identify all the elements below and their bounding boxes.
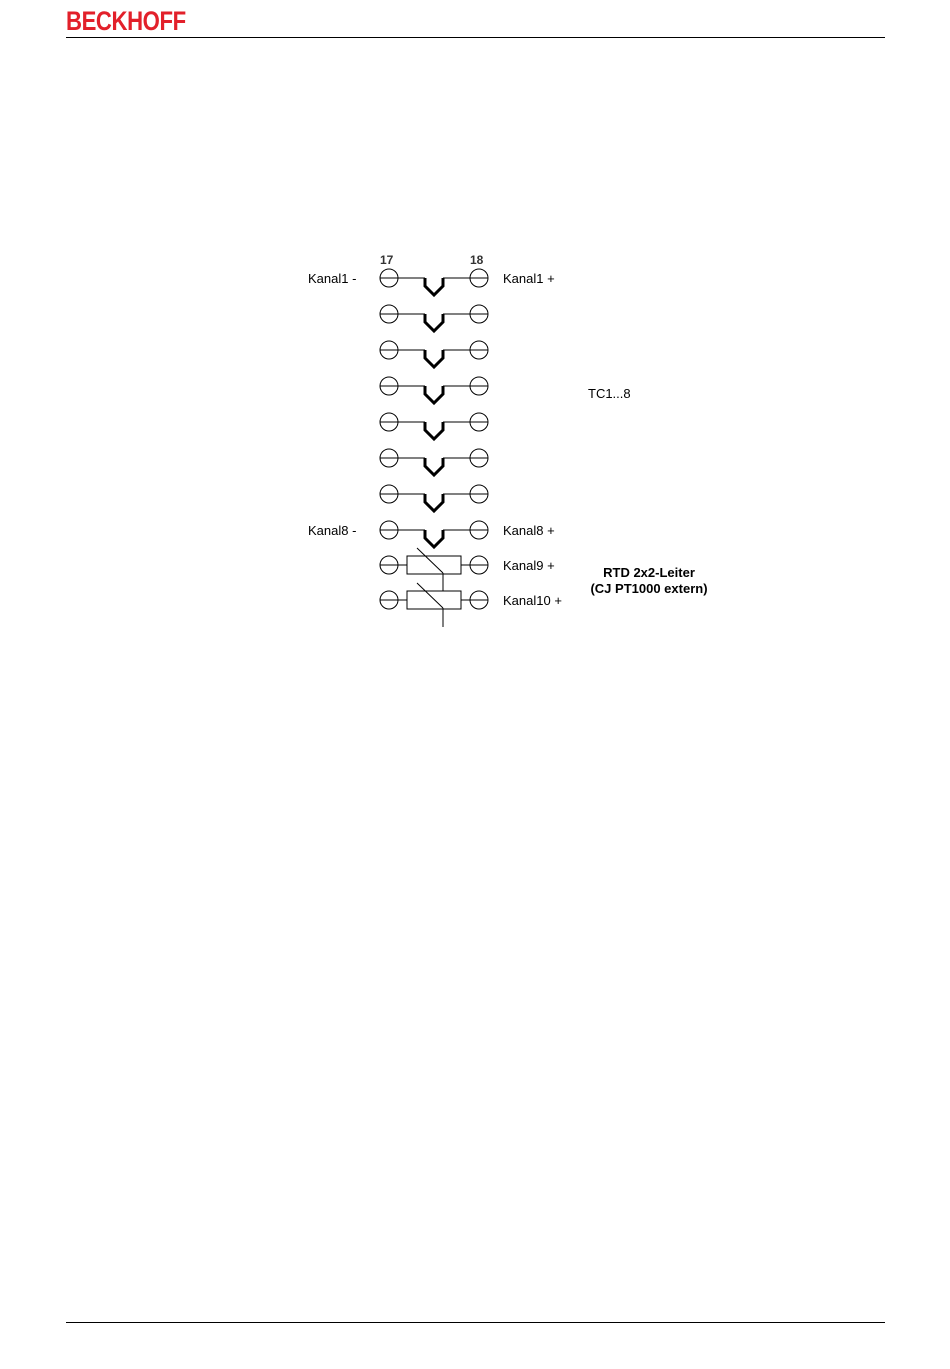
channel-label-right: Kanal10 + <box>503 593 562 608</box>
pin-number-left: 17 <box>380 253 394 267</box>
group-label-tc: TC1...8 <box>588 386 631 401</box>
channel-label-right: Kanal8 + <box>503 523 555 538</box>
channel-row <box>380 485 488 511</box>
thermocouple-symbol <box>425 422 443 439</box>
thermocouple-symbol <box>425 278 443 295</box>
beckhoff-logo: BECKHOFF <box>66 6 186 36</box>
channel-row <box>380 583 562 627</box>
thermocouple-symbol <box>425 314 443 331</box>
channel-row <box>380 548 555 592</box>
group-label-rtd-line2: (CJ PT1000 extern) <box>590 581 708 596</box>
group-label-rtd-line1: RTD 2x2-Leiter <box>603 565 695 580</box>
channel-row <box>380 449 488 475</box>
channel-rows <box>308 269 562 627</box>
channel-row <box>380 377 488 403</box>
channel-row <box>380 413 488 439</box>
thermocouple-symbol <box>425 494 443 511</box>
channel-label-right: Kanal9 + <box>503 558 555 573</box>
channel-label-right: Kanal1 + <box>503 271 555 286</box>
channel-label-left: Kanal8 - <box>308 523 357 538</box>
thermocouple-symbol <box>425 458 443 475</box>
pin-number-right: 18 <box>470 253 484 267</box>
thermocouple-symbol <box>425 530 443 547</box>
channel-label-left: Kanal1 - <box>308 271 357 286</box>
channel-row <box>308 521 555 547</box>
channel-row <box>308 269 555 295</box>
channel-row <box>380 305 488 331</box>
thermocouple-symbol <box>425 386 443 403</box>
channel-row <box>380 341 488 367</box>
thermocouple-symbol <box>425 350 443 367</box>
